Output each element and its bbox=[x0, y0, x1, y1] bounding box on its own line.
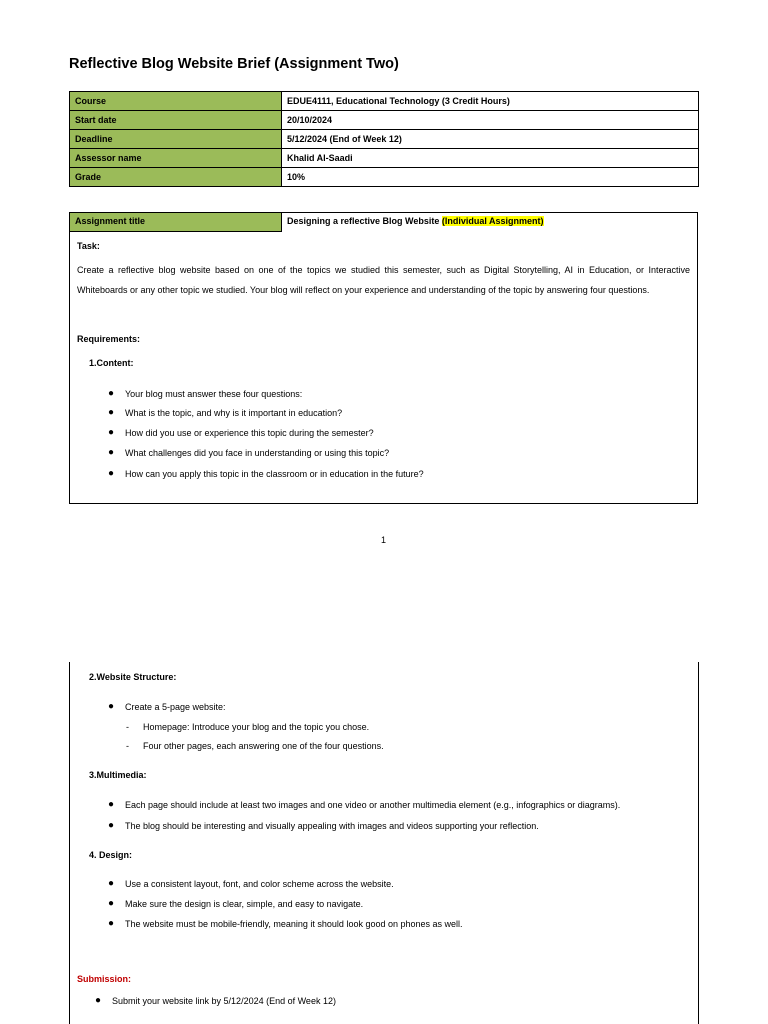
multimedia-item: ● The blog should be interesting and visually appealing with images and videos supporting your reflection. bbox=[108, 820, 539, 831]
course-info-table bbox=[69, 91, 699, 187]
content-item: ● What challenges did you face in understanding or using this topic? bbox=[108, 447, 390, 458]
info-value: Khalid Al-Saadi bbox=[282, 149, 699, 168]
info-row bbox=[70, 130, 699, 149]
content-item: ● How did you use or experience this topic during the semester? bbox=[108, 427, 374, 438]
content-item: ● What is the topic, and why is it important in education? bbox=[108, 407, 343, 418]
page-number: 1 bbox=[381, 535, 387, 545]
content-item: ● How can you apply this topic in the classroom or in education in the future? bbox=[108, 468, 424, 479]
content-heading: 1.Content: bbox=[89, 358, 134, 368]
info-row bbox=[70, 168, 699, 187]
design-item: ● The website must be mobile-friendly, meaning it should look good on phones as well. bbox=[108, 918, 463, 929]
info-row bbox=[70, 92, 699, 111]
info-value: 20/10/2024 bbox=[282, 111, 699, 130]
info-label: Grade bbox=[70, 168, 282, 187]
info-value: EDUE4111, Educational Technology (3 Credit Hours) bbox=[282, 92, 699, 111]
info-label: Start date bbox=[70, 111, 282, 130]
multimedia-heading: 3.Multimedia: bbox=[89, 770, 147, 780]
assignment-title-label: Assignment title bbox=[70, 213, 282, 232]
task-heading: Task: bbox=[77, 241, 100, 251]
submission-heading: Submission: bbox=[77, 974, 132, 984]
info-label: Course bbox=[70, 92, 282, 111]
info-value: 5/12/2024 (End of Week 12) bbox=[282, 130, 699, 149]
structure-heading: 2.Website Structure: bbox=[89, 672, 177, 682]
content-item: ● Your blog must answer these four questions: bbox=[108, 388, 303, 399]
assignment-box bbox=[69, 212, 698, 504]
info-row bbox=[70, 149, 699, 168]
structure-subitem: - Homepage: Introduce your blog and the topic you chose. bbox=[126, 722, 370, 732]
structure-item: ● Create a 5-page website: bbox=[108, 701, 226, 712]
design-item: ● Make sure the design is clear, simple, and easy to navigate. bbox=[108, 898, 364, 909]
info-value: 10% bbox=[282, 168, 699, 187]
individual-highlight: (Individual Assignment) bbox=[441, 216, 544, 226]
info-label: Deadline bbox=[70, 130, 282, 149]
document-title: Reflective Blog Website Brief (Assignment Two) bbox=[69, 56, 399, 72]
multimedia-item: ● Each page should include at least two images and one video or another multimedia element (e.g., infographics or diagrams). bbox=[108, 799, 621, 810]
submission-item: ● Submit your website link by 5/12/2024 (End of Week 12) bbox=[95, 995, 336, 1006]
info-label: Assessor name bbox=[70, 149, 282, 168]
task-text: Create a reflective blog website based on one of the topics we studied this semester, such as Digital Storytelling, AI in Education, or Interactive Whiteboards or any other topic we studied. Your blog will reflect on your experience and understanding of the topic by answering four questions. bbox=[77, 265, 690, 295]
info-row bbox=[70, 111, 699, 130]
page2-box bbox=[69, 662, 699, 1024]
design-heading: 4. Design: bbox=[89, 850, 133, 860]
structure-subitem: - Four other pages, each answering one of the four questions. bbox=[126, 741, 384, 751]
assignment-title-value: Designing a reflective Blog Website (Individual Assignment) bbox=[287, 216, 544, 226]
design-item: ● Use a consistent layout, font, and color scheme across the website. bbox=[108, 878, 394, 889]
requirements-heading: Requirements: bbox=[77, 334, 141, 344]
